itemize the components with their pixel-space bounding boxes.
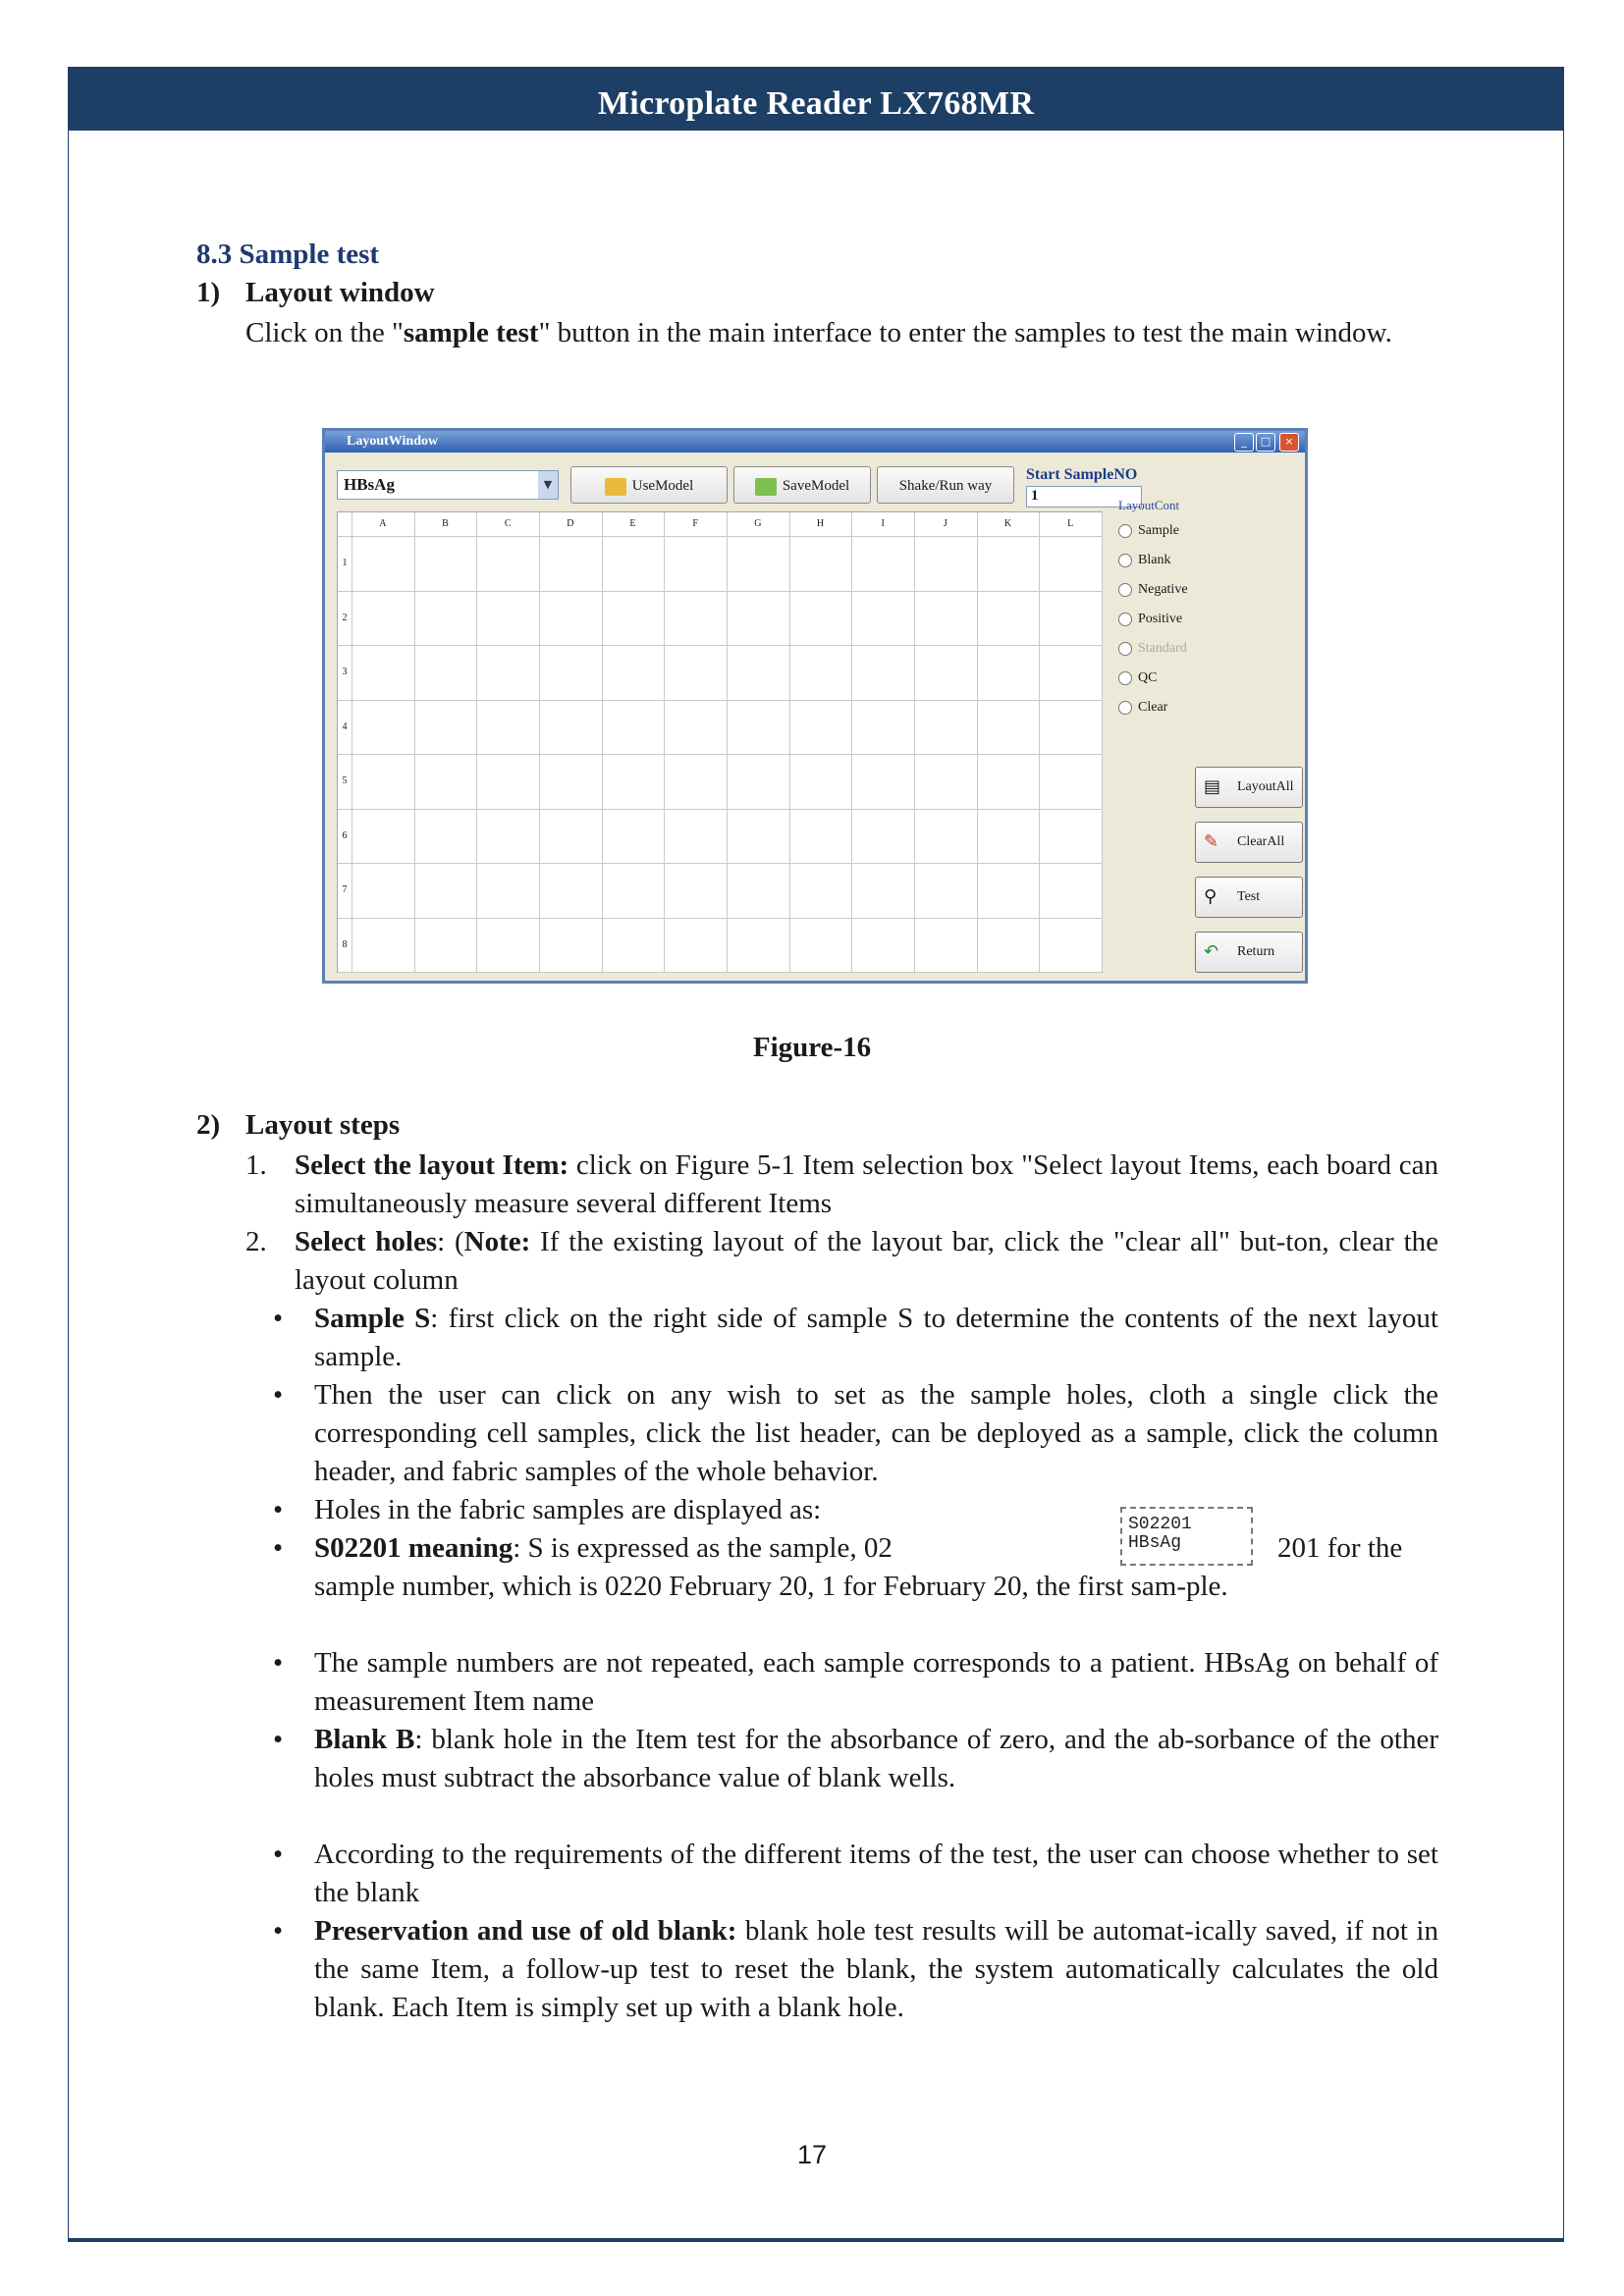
window-titlebar [325, 431, 1305, 453]
bullet-sample-s [273, 1300, 1438, 1376]
bullet-bold: Preservation and use of old blank: [314, 1915, 737, 1947]
column-header[interactable]: J [943, 518, 947, 529]
grid-line [727, 512, 728, 972]
step-number: 1. [245, 1149, 267, 1181]
radio-circle-icon [1118, 671, 1132, 685]
bullet-dot: • [273, 1839, 284, 1870]
grid-line [338, 972, 1102, 973]
row-header[interactable]: 8 [342, 938, 348, 950]
bullet-text: 201 for the [1277, 1532, 1403, 1564]
radio-blank[interactable] [1118, 553, 1170, 568]
radio-label: Blank [1138, 553, 1171, 567]
column-header[interactable]: E [629, 518, 636, 529]
column-header[interactable]: C [504, 518, 512, 529]
radio-label: Positive [1138, 612, 1183, 626]
para-text: Click on the " [245, 317, 404, 348]
radio-negative[interactable] [1118, 582, 1188, 598]
radio-circle-icon [1118, 642, 1132, 656]
radio-sample[interactable] [1118, 523, 1179, 539]
bullet-holes-display [273, 1491, 1438, 1529]
subsection-heading: Layout steps [245, 1109, 401, 1141]
bullet-dot: • [273, 1724, 284, 1755]
row-header[interactable]: 6 [342, 829, 348, 841]
footer-rule [68, 2238, 1564, 2242]
shake-run-way-button[interactable] [877, 466, 1014, 504]
column-header[interactable]: F [692, 518, 698, 529]
bullet-blank-choice [273, 1836, 1438, 1912]
use-model-button[interactable] [570, 466, 728, 504]
pipette-icon: ⚲ [1204, 886, 1218, 907]
bullet-text: sample number, which is 0220 February 20, 1 for February 20, the first sam-ple. [314, 1571, 1228, 1602]
row-header[interactable]: 1 [342, 558, 348, 569]
bullet-bold: Sample S [314, 1303, 431, 1334]
bullet-text: blank hole test results will be automat-ically saved, if not in the same Item, a follow-up test to reset the blank, the system automatically calculates the old blank. Each Item is simply set up with a blank hole. [314, 1915, 1438, 2023]
grid-line [338, 754, 1102, 755]
bullet-dot: • [273, 1532, 284, 1564]
folder-icon [605, 478, 626, 496]
step-2 [245, 1223, 1438, 1300]
bullet-text: : blank hole in the Item test for the absorbance of zero, and the ab-sorbance of the other holes must subtract the absorbance value of blank wells. [314, 1724, 1439, 1793]
bullet-dot: • [273, 1303, 284, 1334]
column-header[interactable]: L [1067, 518, 1074, 529]
step-body: If the existing layout of the layout bar, click the "clear all" but-ton, clear the layout column [295, 1226, 1438, 1296]
layout-window-paragraph [245, 314, 1438, 352]
column-header[interactable]: H [816, 518, 825, 529]
step-1 [245, 1147, 1438, 1223]
section-title: 8.3 Sample test [196, 239, 380, 270]
return-button[interactable] [1195, 932, 1303, 973]
item-select-value: HBsAg [344, 475, 395, 494]
bullet-bold: S02201 meaning [314, 1532, 514, 1564]
para-bold: sample test [403, 317, 539, 348]
bullet-text: Then the user can click on any wish to set as the sample holes, cloth a single click the corresponding cell samples, click the list header, can be deployed as a sample, click the column header, and fabric samples of the whole behavior. [314, 1379, 1438, 1487]
grid-line [338, 863, 1102, 864]
radio-label: Sample [1138, 523, 1179, 538]
bullet-sample-numbers [273, 1644, 1438, 1721]
radio-circle-icon [1118, 701, 1132, 715]
radio-label: Clear [1138, 700, 1168, 715]
bullet-text: The sample numbers are not repeated, each sample corresponds to a patient. HBsAg on behalf of measurement Item name [314, 1647, 1438, 1717]
bullet-text: : first click on the right side of sample S to determine the contents of the next layout sample. [314, 1303, 1438, 1372]
return-label: Return [1237, 944, 1275, 959]
bullet-s02201-meaning [273, 1529, 1438, 1606]
grid-line [977, 512, 978, 972]
use-model-label: UseModel [631, 478, 694, 494]
para-text: " button in the main interface to enter the samples to test the main window. [538, 317, 1392, 348]
sample-cell-example [1120, 1507, 1253, 1566]
page-number: 17 [796, 2140, 828, 2169]
grid-line [476, 512, 477, 972]
subsection-number: 1) [196, 277, 221, 308]
grid-line [602, 512, 603, 972]
layout-window-screenshot [322, 428, 1308, 984]
step-bold: Select holes [295, 1226, 438, 1257]
radio-standard [1118, 641, 1187, 657]
chevron-down-icon[interactable]: ▼ [538, 471, 558, 499]
bullet-dot: • [273, 1494, 284, 1525]
bullet-dot: • [273, 1647, 284, 1679]
clear-all-label: ClearAll [1237, 834, 1285, 849]
grid-line [851, 512, 852, 972]
row-header[interactable]: 5 [342, 775, 348, 787]
grid-line [338, 700, 1102, 701]
step-bold: Select the layout Item: [295, 1149, 569, 1181]
return-arrow-icon: ↶ [1204, 941, 1219, 962]
row-header[interactable]: 3 [342, 667, 348, 678]
grid-line [338, 536, 1102, 537]
close-icon[interactable]: × [1279, 433, 1299, 452]
radio-circle-icon [1118, 554, 1132, 567]
subsection-heading: Layout window [245, 277, 435, 308]
clear-all-button[interactable] [1195, 822, 1303, 863]
sample-cell-id: S02201 [1128, 1515, 1192, 1534]
layout-cont-group-label: LayoutCont [1118, 498, 1180, 512]
grid-line [338, 591, 1102, 592]
subsection-layout-window [196, 277, 435, 309]
grid-line [539, 512, 540, 972]
save-model-button[interactable] [733, 466, 871, 504]
row-header[interactable]: 4 [342, 721, 348, 732]
layout-all-button[interactable] [1195, 767, 1303, 808]
bullet-text: Holes in the fabric samples are displayed as: [314, 1494, 822, 1525]
bullet-text: According to the requirements of the different items of the test, the user can choose whether to set the blank [314, 1839, 1438, 1908]
bullet-select-holes [273, 1376, 1438, 1491]
row-header[interactable]: 7 [342, 884, 348, 896]
radio-qc[interactable] [1118, 670, 1157, 686]
save-model-label: SaveModel [782, 478, 850, 494]
step-body: : ( [437, 1226, 464, 1257]
layout-all-label: LayoutAll [1237, 779, 1294, 794]
radio-label: Standard [1138, 641, 1187, 656]
start-sample-label: Start SampleNO [1026, 466, 1138, 483]
step-text [295, 1223, 1438, 1300]
figure-caption: Figure-16 [752, 1032, 872, 1063]
step-body: click on Figure 5-1 Item selection box "Select layout Items, each board can simultaneously measure several different Items [295, 1149, 1438, 1219]
grid-line [338, 809, 1102, 810]
grid-line [414, 512, 415, 972]
start-sample-input[interactable]: 1 [1026, 486, 1142, 507]
minimize-icon[interactable]: _ [1234, 433, 1254, 452]
row-header[interactable]: 2 [342, 612, 348, 623]
sample-cell-item: HBsAg [1128, 1533, 1182, 1553]
bullet-dot: • [273, 1915, 284, 1947]
eraser-icon: ✎ [1204, 831, 1219, 852]
bullet-text: : S is expressed as the sample, 02 [513, 1532, 893, 1564]
step-text [295, 1147, 1438, 1223]
subsection-number: 2) [196, 1109, 221, 1141]
grid-line [338, 645, 1102, 646]
test-label: Test [1237, 889, 1261, 904]
column-header[interactable]: A [379, 518, 387, 529]
bullet-old-blank [273, 1912, 1438, 2027]
radio-circle-icon [1118, 613, 1132, 626]
radio-circle-icon [1118, 524, 1132, 538]
plate-layout-grid[interactable] [337, 511, 1103, 973]
test-button[interactable] [1195, 877, 1303, 918]
radio-positive[interactable] [1118, 612, 1182, 627]
bullet-blank-b [273, 1721, 1439, 1797]
column-header[interactable]: D [567, 518, 574, 529]
subsection-layout-steps [196, 1109, 400, 1142]
bullet-dot: • [273, 1379, 284, 1411]
radio-label: Negative [1138, 582, 1188, 597]
column-header[interactable]: K [1003, 518, 1012, 529]
window-title: LayoutWindow [347, 434, 439, 449]
column-header[interactable]: B [442, 518, 449, 529]
step-number: 2. [245, 1226, 267, 1257]
layout-icon: ▤ [1204, 776, 1221, 797]
shake-run-way-label: Shake/Run way [898, 478, 993, 494]
item-select[interactable] [337, 470, 559, 500]
radio-circle-icon [1118, 583, 1132, 597]
radio-clear[interactable] [1118, 700, 1167, 716]
save-icon [755, 478, 777, 496]
grid-line [664, 512, 665, 972]
grid-line [1102, 512, 1103, 972]
radio-label: QC [1138, 670, 1158, 685]
column-header[interactable]: I [881, 518, 885, 529]
grid-line [914, 512, 915, 972]
grid-line [789, 512, 790, 972]
grid-line [1039, 512, 1040, 972]
grid-line [338, 918, 1102, 919]
bullet-bold: Blank B [314, 1724, 415, 1755]
column-header[interactable]: G [754, 518, 762, 529]
note-bold: Note: [463, 1226, 531, 1257]
page-header: Microplate Reader LX768MR [68, 67, 1564, 131]
maximize-icon[interactable]: □ [1256, 433, 1275, 452]
